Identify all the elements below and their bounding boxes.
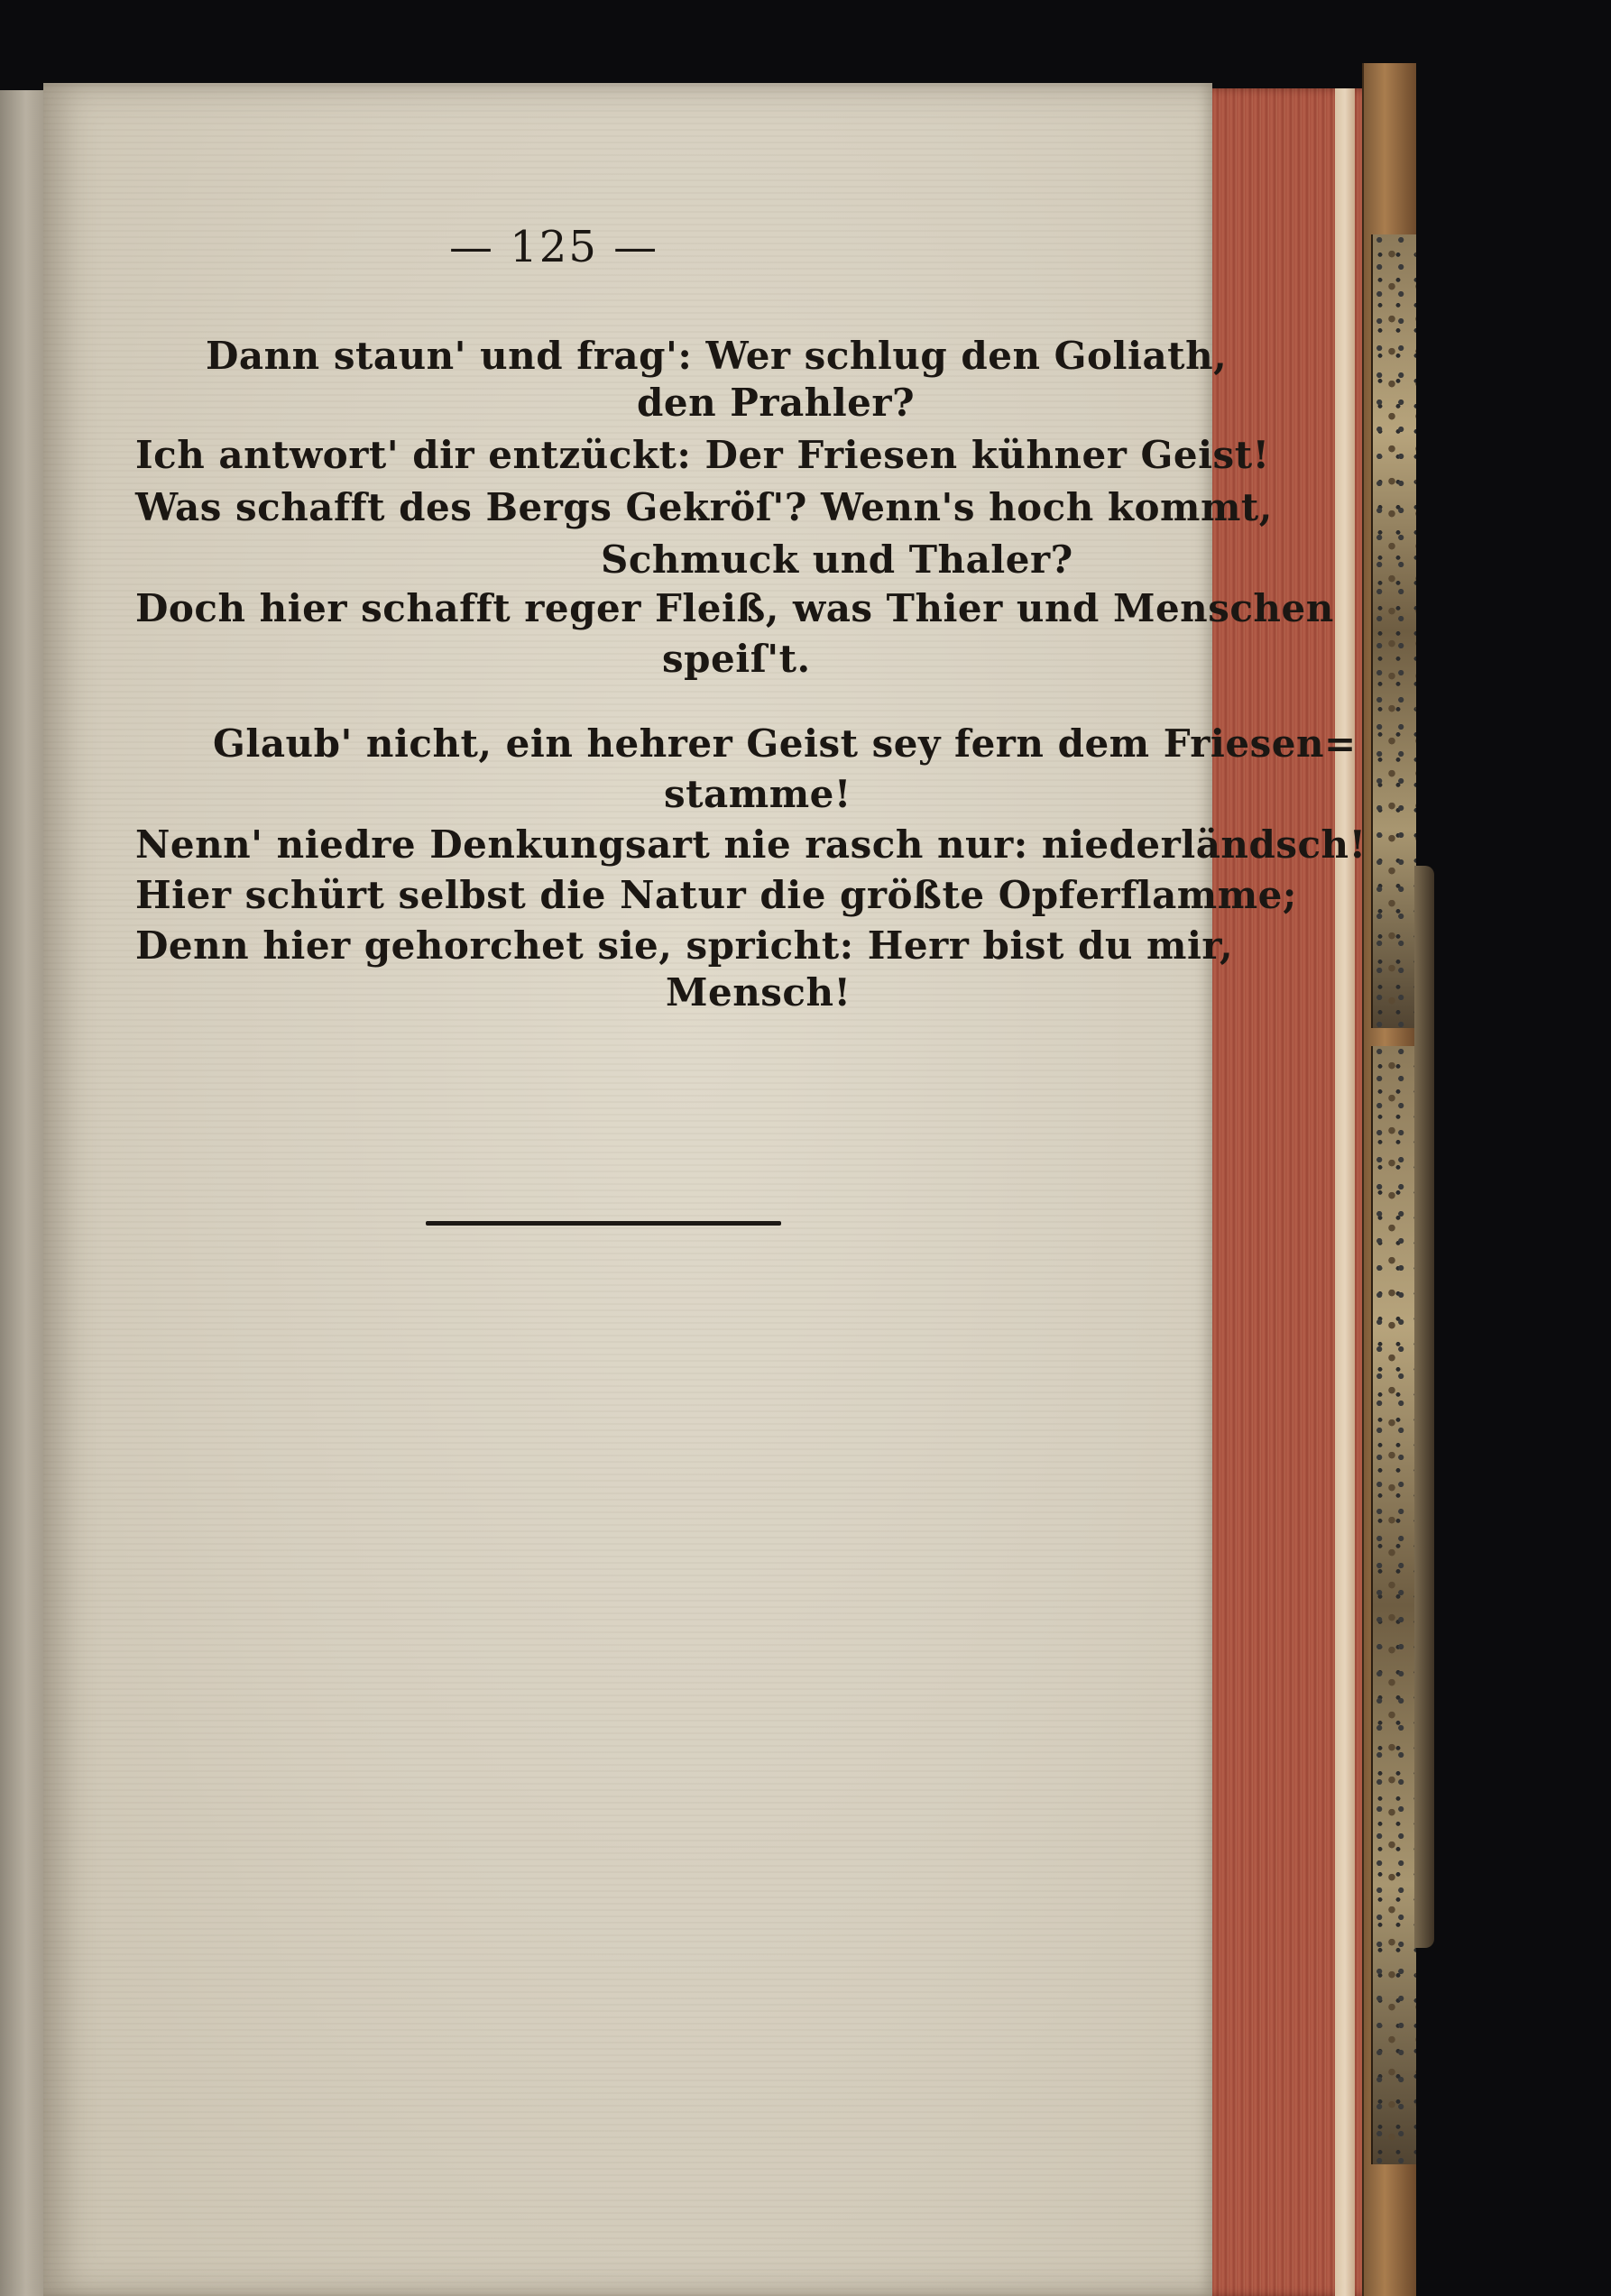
marbled-cover-lower [1371, 1046, 1416, 2164]
poem-line: Hier schürt selbst die Natur die größte Opferflamme; [135, 873, 1297, 917]
poem-line: den Prahler? [637, 381, 916, 425]
poem-line: Doch hier schafft reger Fleiß, was Thier und Menschen [135, 586, 1334, 630]
poem-line: Mensch! [666, 970, 852, 1015]
poem-line: Was schafft des Bergs Gekröſ'? Wenn's hoch kommt, [135, 485, 1273, 529]
poem-line: Schmuck und Thaler? [601, 537, 1073, 582]
section-rule [426, 1221, 781, 1226]
poem-line: speiſ't. [662, 637, 811, 681]
page-number: — 125 — [449, 222, 659, 272]
poem-line: Ich antwort' dir entzückt: Der Friesen kühner Geist! [135, 433, 1270, 477]
book-page [43, 83, 1212, 2296]
previous-page-edge [0, 90, 45, 2296]
poem-line: stamme! [664, 772, 852, 816]
poem-line: Glaub' nicht, ein hehrer Geist sey fern dem Friesen= [213, 721, 1357, 766]
red-page-edges [1212, 88, 1384, 2296]
poem-line: Dann staun' und frag': Wer schlug den Goliath, [206, 334, 1228, 378]
page-edges-highlight [1335, 88, 1355, 2296]
cover-edge [1414, 866, 1434, 1948]
marbled-cover-upper [1371, 234, 1416, 1028]
poem-line: Denn hier gehorchet sie, spricht: Herr bist du mir, [135, 923, 1234, 968]
poem-line: Nenn' niedre Denkungsart nie rasch nur: niederländsch! [135, 822, 1367, 867]
